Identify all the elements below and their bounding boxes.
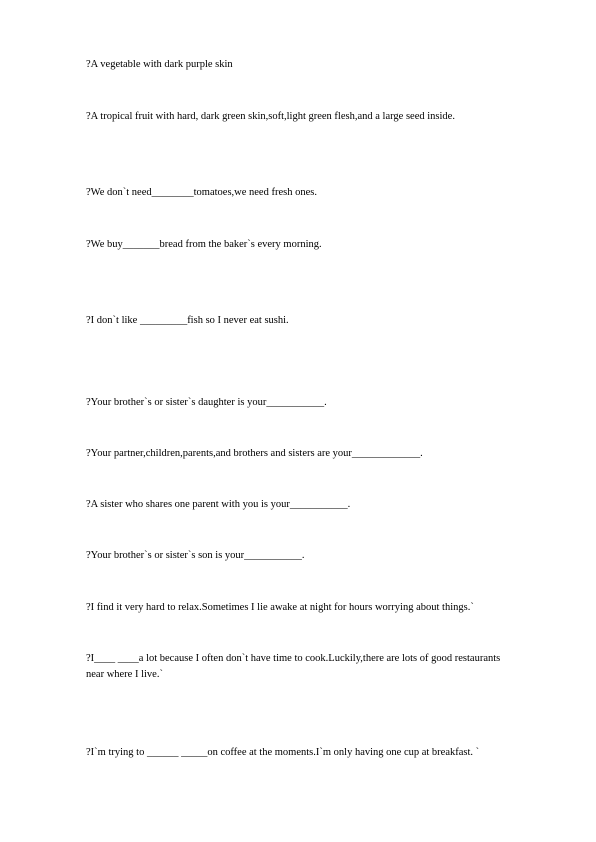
question-line: ?I find it very hard to relax.Sometimes I lie awake at night for hours worrying about things.`: [86, 602, 474, 613]
question-line: ?A tropical fruit with hard, dark green skin,soft,light green flesh,and a large seed inside.: [86, 111, 455, 122]
question-line: ?A vegetable with dark purple skin: [86, 59, 233, 70]
question-line: ?We buy_______bread from the baker`s every morning.: [86, 239, 322, 250]
question-line: ?I don`t like _________fish so I never eat sushi.: [86, 315, 289, 326]
question-line: ?I____ ____a lot because I often don`t have time to cook.Luckily,there are lots of good restaurants near where I live.`: [86, 653, 501, 680]
question-line: ?A sister who shares one parent with you is your___________.: [86, 499, 351, 510]
question-line: ?Your partner,children,parents,and brothers and sisters are your_____________.: [86, 448, 423, 459]
question-line: ?I`m trying to ______ _____on coffee at the moments.I`m only having one cup at breakfast. `: [86, 747, 480, 758]
question-line: ?We don`t need________tomatoes,we need fresh ones.: [86, 187, 317, 198]
question-line: ?Your brother`s or sister`s son is your___________.: [86, 550, 305, 561]
question-line: ?Your brother`s or sister`s daughter is your___________.: [86, 397, 327, 408]
